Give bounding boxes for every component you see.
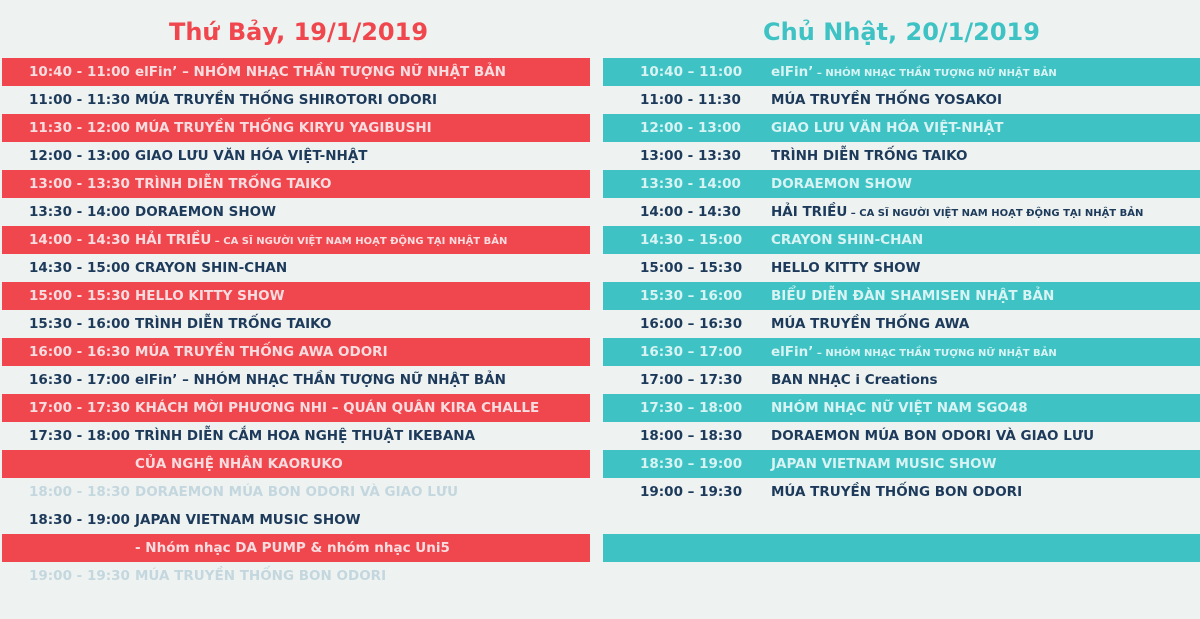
event-title: MÚA TRUYỀN THỐNG KIRYU YAGIBUSHI	[135, 120, 432, 136]
schedule-row	[2, 282, 590, 310]
schedule-row	[2, 226, 590, 254]
schedule-row	[2, 506, 590, 534]
schedule-row	[2, 114, 590, 142]
schedule-time: 19:00 – 19:30	[640, 484, 743, 500]
schedule-row	[603, 478, 1200, 506]
schedule-event	[135, 114, 432, 144]
schedule-row	[603, 86, 1200, 114]
event-title: DORAEMON MÚA BON ODORI VÀ GIAO LƯU	[771, 428, 1095, 444]
schedule-event	[771, 198, 1143, 228]
schedule-row	[2, 338, 590, 366]
schedule-time: 17:00 - 17:30	[29, 400, 130, 416]
schedule-row	[603, 114, 1200, 142]
schedule-time: 14:30 – 15:00	[640, 232, 743, 248]
event-title: TRÌNH DIỄN TRỐNG TAIKO	[771, 148, 968, 164]
schedule-time: 15:30 – 16:00	[640, 288, 743, 304]
schedule-event	[135, 282, 285, 312]
schedule-time: 14:00 - 14:30	[640, 204, 741, 220]
schedule-event	[135, 562, 386, 592]
event-title: MÚA TRUYỀN THỐNG YOSAKOI	[771, 92, 1003, 108]
schedule-event	[771, 422, 1094, 452]
schedule-time: 17:30 – 18:00	[640, 400, 743, 416]
schedule-time: 13:30 - 14:00	[29, 204, 130, 220]
event-subtitle: – NHÓM NHẠC THẦN TƯỢNG NỮ NHẬT BẢN	[813, 348, 1057, 359]
event-title: NHÓM NHẠC NỮ VIỆT NAM SGO48	[771, 400, 1028, 416]
schedule-event	[135, 310, 332, 340]
event-title: KHÁCH MỜI PHƯƠNG NHI – QUÁN QUÂN KIRA CHALLE	[135, 400, 540, 416]
schedule-row	[603, 310, 1200, 338]
event-title: MÚA TRUYỀN THỐNG AWA	[771, 316, 970, 332]
schedule-event	[135, 366, 506, 396]
schedule-event	[135, 478, 458, 508]
schedule-event	[135, 86, 437, 116]
schedule-row	[2, 58, 590, 86]
schedule-time: 18:00 - 18:30	[29, 484, 130, 500]
schedule-row	[2, 450, 590, 478]
schedule-row	[603, 254, 1200, 282]
schedule-row	[603, 58, 1200, 86]
event-title: MÚA TRUYỀN THỐNG SHIROTORI ODORI	[135, 92, 438, 108]
schedule-row	[603, 198, 1200, 226]
event-title: CỦA NGHỆ NHÂN KAORUKO	[135, 456, 343, 472]
event-subtitle: – NHÓM NHẠC THẦN TƯỢNG NỮ NHẬT BẢN	[813, 68, 1057, 79]
schedule-row	[2, 198, 590, 226]
event-title: CRAYON SHIN-CHAN	[771, 232, 924, 248]
schedule-event	[771, 142, 968, 172]
schedule-event	[135, 534, 450, 564]
schedule-row	[603, 226, 1200, 254]
schedule-event	[135, 450, 343, 480]
event-subtitle: – CA SĨ NGƯỜI VIỆT NAM HOẠT ĐỘNG TẠI NHẬT BẢN	[847, 208, 1144, 219]
event-title: MÚA TRUYỀN THỐNG BON ODORI	[771, 484, 1023, 500]
schedule-time: 17:00 – 17:30	[640, 372, 743, 388]
schedule-event	[135, 226, 507, 256]
sunday-title: Chủ Nhật, 20/1/2019	[763, 18, 1040, 46]
event-title: elFin’ – NHÓM NHẠC THẦN TƯỢNG NỮ NHẬT BẢN	[135, 64, 506, 80]
schedule-event	[135, 506, 361, 536]
schedule-event	[135, 170, 332, 200]
schedule-time: 16:30 - 17:00	[29, 372, 130, 388]
event-title: GIAO LƯU VĂN HÓA VIỆT-NHẬT	[771, 120, 1004, 136]
event-title: TRÌNH DIỄN TRỐNG TAIKO	[135, 316, 332, 332]
schedule-row	[2, 86, 590, 114]
event-title: TRÌNH DIỄN TRỐNG TAIKO	[135, 176, 332, 192]
schedule-row	[2, 422, 590, 450]
schedule-time: 11:30 - 12:00	[29, 120, 130, 136]
schedule-row	[603, 170, 1200, 198]
event-title: DORAEMON SHOW	[771, 176, 913, 192]
saturday-title: Thứ Bảy, 19/1/2019	[168, 18, 429, 46]
event-title: HẢI TRIỀU	[135, 232, 212, 248]
schedule-time: 12:00 - 13:00	[640, 120, 741, 136]
schedule-event	[771, 338, 1057, 368]
schedule-row	[603, 338, 1200, 366]
schedule-event	[771, 86, 1002, 116]
schedule-time: 15:00 - 15:30	[29, 288, 130, 304]
schedule-event	[771, 310, 969, 340]
schedule-time: 16:30 – 17:00	[640, 344, 743, 360]
schedule-event	[771, 366, 938, 396]
schedule-time: 18:30 – 19:00	[640, 456, 743, 472]
event-title: HẢI TRIỀU	[771, 204, 848, 220]
event-title: CRAYON SHIN-CHAN	[135, 260, 288, 276]
schedule-time: 18:30 - 19:00	[29, 512, 130, 528]
schedule-time: 10:40 – 11:00	[640, 64, 743, 80]
schedule-event	[135, 58, 506, 88]
schedule-event	[135, 338, 388, 368]
schedule-time: 10:40 - 11:00	[29, 64, 130, 80]
schedule-time: 16:00 - 16:30	[29, 344, 130, 360]
event-title: TRÌNH DIỄN CẮM HOA NGHỆ THUẬT IKEBANA	[135, 428, 476, 444]
schedule-row	[603, 142, 1200, 170]
schedule-time: 16:00 – 16:30	[640, 316, 743, 332]
schedule-row	[2, 366, 590, 394]
schedule-event	[771, 394, 1028, 424]
schedule-time: 15:30 - 16:00	[29, 316, 130, 332]
event-title: elFin’ – NHÓM NHẠC THẦN TƯỢNG NỮ NHẬT BẢN	[135, 372, 506, 388]
schedule-event	[135, 142, 368, 172]
schedule-time: 14:30 - 15:00	[29, 260, 130, 276]
schedule-row	[2, 534, 590, 562]
schedule-row	[603, 506, 1200, 534]
event-title: MÚA TRUYỀN THỐNG AWA ODORI	[135, 344, 388, 360]
schedule-event	[771, 478, 1022, 508]
schedule-event	[771, 254, 921, 284]
schedule-time: 13:00 - 13:30	[29, 176, 130, 192]
schedule-row	[2, 170, 590, 198]
event-title: DORAEMON MÚA BON ODORI VÀ GIAO LƯU	[135, 484, 459, 500]
schedule-event	[135, 422, 475, 452]
schedule-event	[771, 170, 912, 200]
event-title: HELLO KITTY SHOW	[771, 260, 921, 276]
event-title: - Nhóm nhạc DA PUMP & nhóm nhạc Uni5	[135, 540, 450, 556]
event-title: elFin’	[771, 64, 814, 80]
event-title: JAPAN VIETNAM MUSIC SHOW	[771, 456, 997, 472]
schedule-row	[2, 394, 590, 422]
schedule-row	[2, 142, 590, 170]
schedule-event	[771, 450, 997, 480]
schedule-time: 19:00 - 19:30	[29, 568, 130, 584]
schedule-event	[135, 198, 276, 228]
schedule-event	[771, 58, 1057, 88]
schedule-row	[603, 534, 1200, 562]
event-title: HELLO KITTY SHOW	[135, 288, 285, 304]
event-title: BAN NHẠC i Creations	[771, 372, 938, 388]
schedule-time: 15:00 – 15:30	[640, 260, 743, 276]
schedule-row	[603, 366, 1200, 394]
event-title: GIAO LƯU VĂN HÓA VIỆT-NHẬT	[135, 148, 368, 164]
schedule-row	[2, 310, 590, 338]
saturday-schedule	[2, 58, 590, 590]
event-title: JAPAN VIETNAM MUSIC SHOW	[135, 512, 361, 528]
schedule-row	[603, 394, 1200, 422]
schedule-row	[603, 422, 1200, 450]
schedule-time: 13:00 - 13:30	[640, 148, 741, 164]
schedule-row	[603, 282, 1200, 310]
schedule-time: 11:00 - 11:30	[29, 92, 130, 108]
schedule-time: 18:00 – 18:30	[640, 428, 743, 444]
event-title: elFin’	[771, 344, 814, 360]
schedule-event	[771, 226, 923, 256]
schedule-time: 17:30 - 18:00	[29, 428, 130, 444]
schedule-time: 13:30 - 14:00	[640, 176, 741, 192]
event-subtitle: – CA SĨ NGƯỜI VIỆT NAM HOẠT ĐỘNG TẠI NHẬT BẢN	[211, 236, 508, 247]
schedule-time: 12:00 - 13:00	[29, 148, 130, 164]
event-title: BIỂU DIỄN ĐÀN SHAMISEN NHẬT BẢN	[771, 288, 1055, 304]
schedule-row	[603, 450, 1200, 478]
schedule-time: 11:00 - 11:30	[640, 92, 741, 108]
schedule-row	[2, 254, 590, 282]
schedule-event	[771, 282, 1054, 312]
sunday-schedule	[603, 58, 1200, 562]
schedule-row	[2, 562, 590, 590]
schedule-time: 14:00 - 14:30	[29, 232, 130, 248]
schedule-event	[135, 254, 287, 284]
schedule-row	[2, 478, 590, 506]
event-title: MÚA TRUYỀN THỐNG BON ODORI	[135, 568, 387, 584]
event-title: DORAEMON SHOW	[135, 204, 277, 220]
schedule-event	[771, 114, 1004, 144]
schedule-event	[135, 394, 539, 424]
